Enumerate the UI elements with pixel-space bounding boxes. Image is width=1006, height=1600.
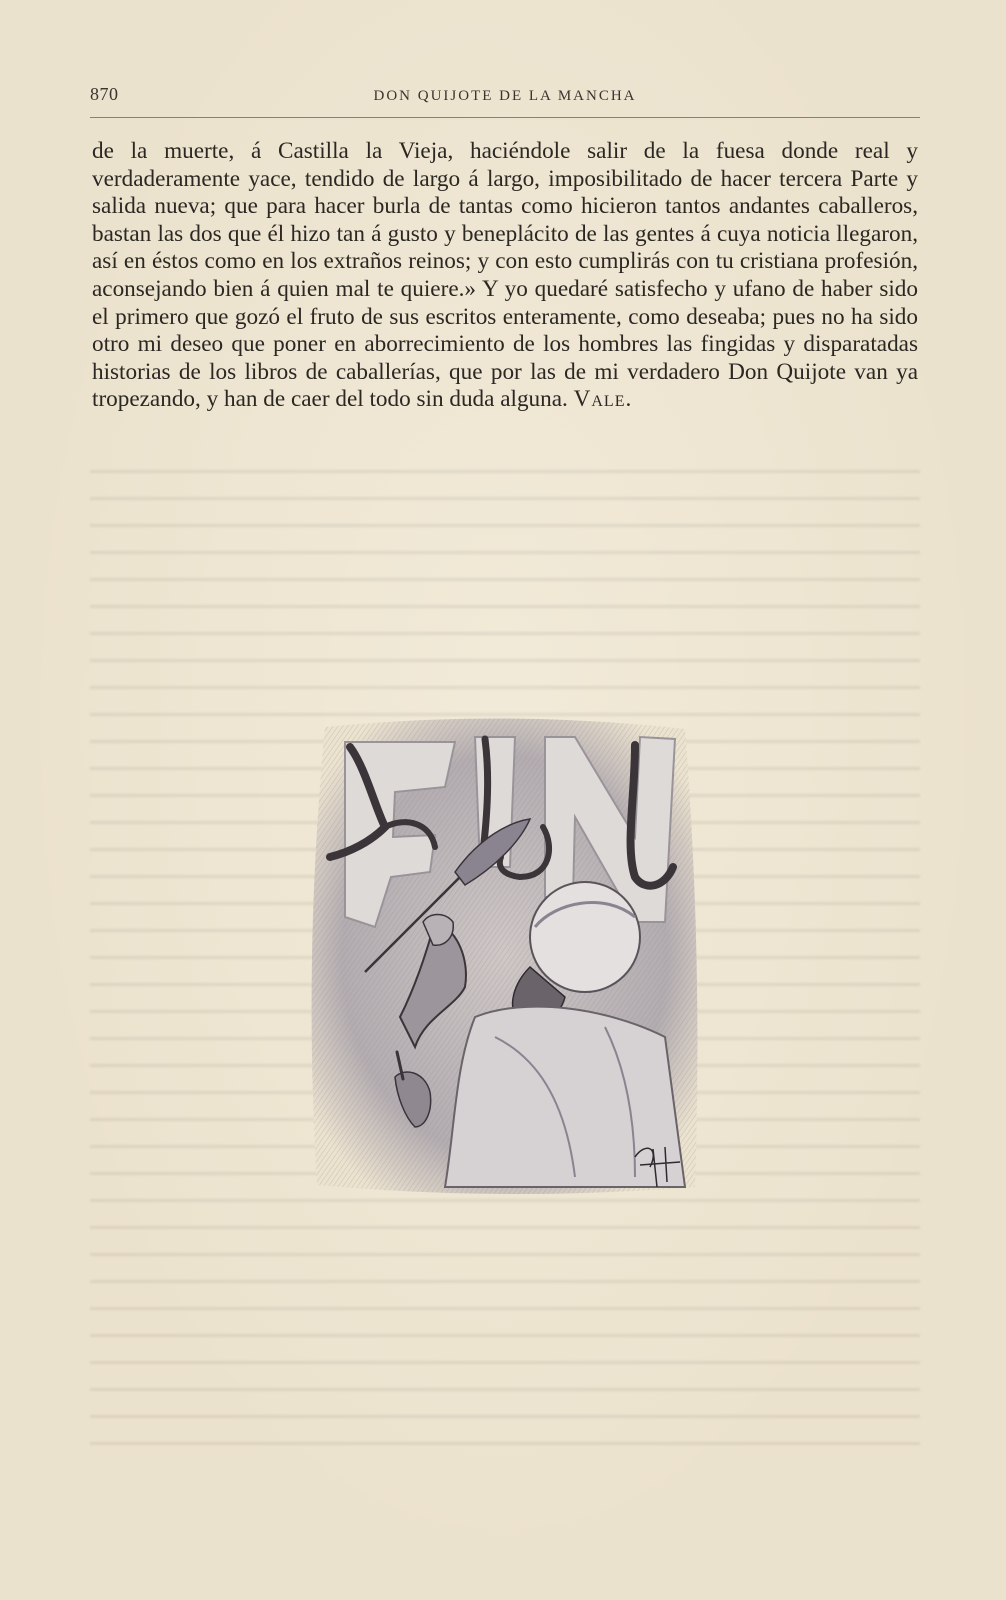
body-text [92, 138, 918, 414]
closing-vale: Vale. [573, 386, 633, 413]
running-title: DON QUIJOTE DE LA MANCHA [373, 88, 637, 104]
illustration-image [305, 717, 705, 1197]
running-header [90, 84, 920, 110]
header-rule [90, 117, 920, 118]
paragraph-text: de la muerte, á Castilla la Vieja, haciéndole salir de la fuesa donde real y verdaderamente yace, tendido de largo á largo, imposibilitado de hacer tercera Parte y salida nueva; que para hacer burla de tantas como hicieron tantos andantes caballeros, bastan las dos que él hizo tan á gusto y beneplácito de las gentes á cuya noticia llegaron, así en éstos como en los extraños reinos; y con esto cumplirás con tu cristiana profesión, aconsejando bien á quien mal te quiere.» Y yo quedaré satisfecho y ufano de haber sido el primero que gozó el fruto de sus escritos enteramente, como deseaba; pues no ha sido otro mi deseo que poner en aborrecimiento de los hombres las fingidas y disparatadas historias de los libros de caballerías, que por las de mi verdadero Don Quijote van ya tropezando, y han de caer del todo sin duda alguna. [92, 138, 918, 413]
page-number: 870 [90, 84, 119, 104]
paragraph [92, 138, 918, 414]
fin-illustration [305, 717, 705, 1197]
